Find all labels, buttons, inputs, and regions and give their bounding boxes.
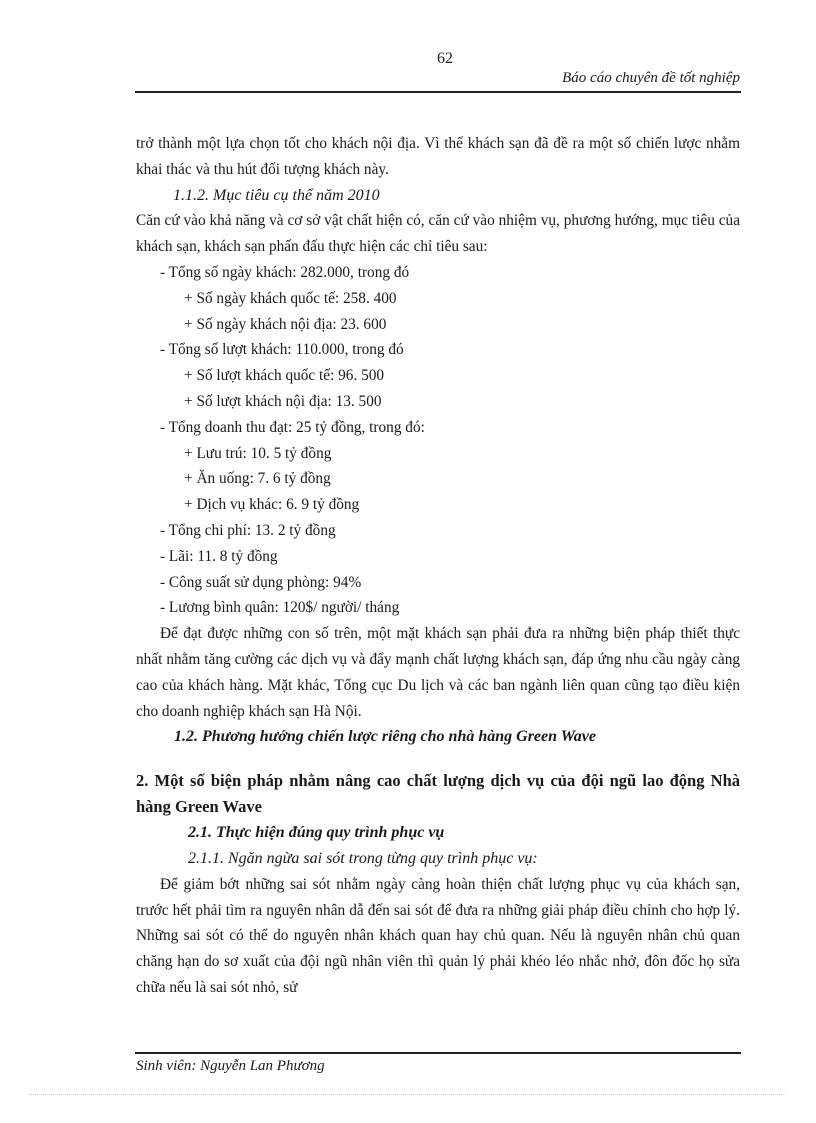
bottom-dotted-line bbox=[30, 1094, 786, 1095]
header-title: Báo cáo chuyên đề tốt nghiệp bbox=[562, 70, 740, 86]
heading-1-2: 1.2. Phương hướng chiến lược riêng cho nhà hàng Green Wave bbox=[174, 728, 596, 746]
document-body bbox=[136, 131, 740, 1001]
heading-1-1-2: 1.1.2. Mục tiêu cụ thể năm 2010 bbox=[173, 186, 380, 204]
heading-2-1-1: 2.1.1. Ngăn ngừa sai sót trong từng quy trình phục vụ: bbox=[188, 849, 538, 867]
list-item: - Tổng chi phí: 13. 2 tỷ đồng bbox=[160, 521, 336, 539]
list-item: - Lương bình quân: 120$/ người/ tháng bbox=[160, 599, 400, 617]
list-item: + Lưu trú: 10. 5 tỷ đồng bbox=[184, 444, 332, 462]
header-rule bbox=[135, 91, 741, 93]
heading-2-1: 2.1. Thực hiện đúng quy trình phục vụ bbox=[188, 824, 445, 842]
footer-student: Sinh viên: Nguyễn Lan Phương bbox=[136, 1058, 325, 1074]
paragraph-errors: Để giảm bớt những sai sót nhằm ngày càng hoàn thiện chất lượng phục vụ của khách sạn, trước hết phải tìm ra nguyên nhân dẫ đến sai sót để đưa ra những giải pháp điều chỉnh cho hợp lý. Những sai sót có thể do nguyên nhân khách quan hay chủ quan. Nếu là nguyên nhân chủ quan chăng hạn do sơ xuất của đội ngũ nhân viên thì quản lý phải khéo léo nhắc nhở, đôn đốc họ sửa chữa nếu là sai sót nhỏ, sử bbox=[136, 875, 740, 996]
list-item: - Tổng số lượt khách: 110.000, trong đó bbox=[160, 341, 404, 359]
list-item: + Số lượt khách nội địa: 13. 500 bbox=[184, 392, 382, 410]
list-item: + Số ngày khách nội địa: 23. 600 bbox=[184, 315, 387, 333]
list-item: - Công suất sử dụng phòng: 94% bbox=[160, 573, 362, 591]
list-item: - Tổng doanh thu đạt: 25 tỷ đồng, trong đó: bbox=[160, 418, 425, 436]
list-item: - Lãi: 11. 8 tỷ đồng bbox=[160, 547, 278, 565]
paragraph-achieve: Để đạt được những con số trên, một mặt khách sạn phải đưa ra những biện pháp thiết thực nhất nhằm tăng cường các dịch vụ và đẩy mạnh chất lượng khách sạn, đáp ứng nhu cầu ngày càng cao của khách hàng. Mặt khác, Tổng cục Du lịch và các ban ngành liên quan cũng tạo điều kiện cho doanh nghiệp khách sạn Hà Nội. bbox=[136, 625, 740, 720]
list-item: + Số lượt khách quốc tế: 96. 500 bbox=[184, 367, 385, 385]
paragraph-target: Căn cứ vào khả năng và cơ sở vật chất hiện có, căn cứ vào nhiệm vụ, phương hướng, mục tiêu của khách sạn, khách sạn phấn đấu thực hiện các chỉ tiêu sau: bbox=[136, 212, 740, 256]
paragraph-intro: trở thành một lựa chọn tốt cho khách nội địa. Vì thế khách sạn đã đề ra một số chiến lược nhằm khai thác và thu hút đối tượng khách này. bbox=[136, 135, 740, 178]
list-item: + Số ngày khách quốc tế: 258. 400 bbox=[184, 289, 397, 307]
list-item: - Tổng số ngày khách: 282.000, trong đó bbox=[160, 263, 410, 281]
list-item: + Dịch vụ khác: 6. 9 tỷ đồng bbox=[184, 496, 360, 514]
page-number: 62 bbox=[437, 50, 453, 67]
footer-rule bbox=[135, 1052, 741, 1054]
list-item: + Ăn uống: 7. 6 tỷ đồng bbox=[184, 470, 331, 488]
heading-2: 2. Một số biện pháp nhằm nâng cao chất lượng dịch vụ của đội ngũ lao động Nhà hàng Green Wave bbox=[136, 771, 740, 817]
